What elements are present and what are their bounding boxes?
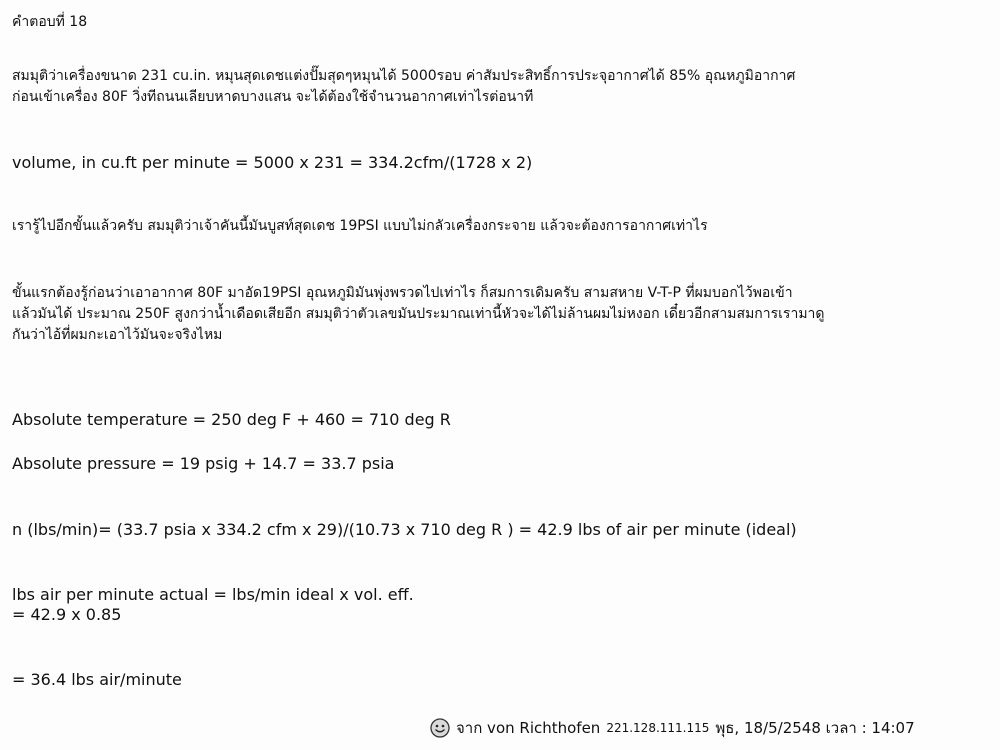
answer-heading: คำตอบที่ 18 [12,14,88,30]
author: จาก von Richthofen [456,719,601,737]
absolute-temperature-equation: Absolute temperature = 250 deg F + 460 = 710 deg R [12,410,451,429]
question-line-2: ก่อนเข้าเครื่อง 80F วิ่งทีถนนเลียบหาดบางแสน จะได้ต้องใช้จำนวนอากาศเท่าไรต่อนาที [12,89,534,105]
absolute-pressure-equation: Absolute pressure = 19 psig + 14.7 = 33.7 psia [12,454,395,473]
step-paragraph-line-1: ขั้นแรกต้องรู้ก่อนว่าเอาอากาศ 80F มาอัด19PSI อุณหภูมิมันพุ่งพรวดไปเท่าไร ก็สมการเดิมครับ สามสหาย V-T-P ที่ผมบอกไว้พอเข้า [12,285,793,301]
boost-paragraph: เรารู้ไปอีกขั้นแล้วครับ สมมุติว่าเจ้าคันนี้มันบูสท์สุดเดช 19PSI แบบไม่กลัวเครื่องกระจาย แล้วจะต้องการอากาศเท่าไร [12,218,708,234]
post-footer [430,716,915,740]
actual-flow-equation-line-2: = 42.9 x 0.85 [12,605,122,624]
post-date: พุธ, 18/5/2548 เวลา : 14:07 [715,719,915,737]
result-line: = 36.4 lbs air/minute [12,670,182,689]
question-line-1: สมมุติว่าเครื่องขนาด 231 cu.in. หมุนสุดเดชแต่งปั๊มสุดๆหมุนได้ 5000รอบ ค่าสัมประสิทธิ์การประจุอากาศได้ 85% อุณหภูมิอากาศ [12,68,796,84]
smiley-icon [430,718,450,738]
mass-flow-equation: n (lbs/min)= (33.7 psia x 334.2 cfm x 29)/(10.73 x 710 deg R ) = 42.9 lbs of air per minute (ideal) [12,520,797,539]
step-paragraph-line-2: แล้วมันได้ ประมาณ 250F สูงกว่าน้ำเดือดเสียอีก สมมุติว่าตัวเลขมันประมาณเท่านี้หัวจะได้ไม่ล้านผมไม่หงอก เดี๋ยวอีกสามสมการเรามาดู [12,306,825,322]
ip-address: 221.128.111.115 [606,721,710,735]
actual-flow-equation-line-1: lbs air per minute actual = lbs/min ideal x vol. eff. [12,585,414,604]
volume-equation: volume, in cu.ft per minute = 5000 x 231 = 334.2cfm/(1728 x 2) [12,153,533,172]
step-paragraph-line-3: กันว่าไอ้ที่ผมกะเอาไว้มันจะจริงไหม [12,327,223,343]
